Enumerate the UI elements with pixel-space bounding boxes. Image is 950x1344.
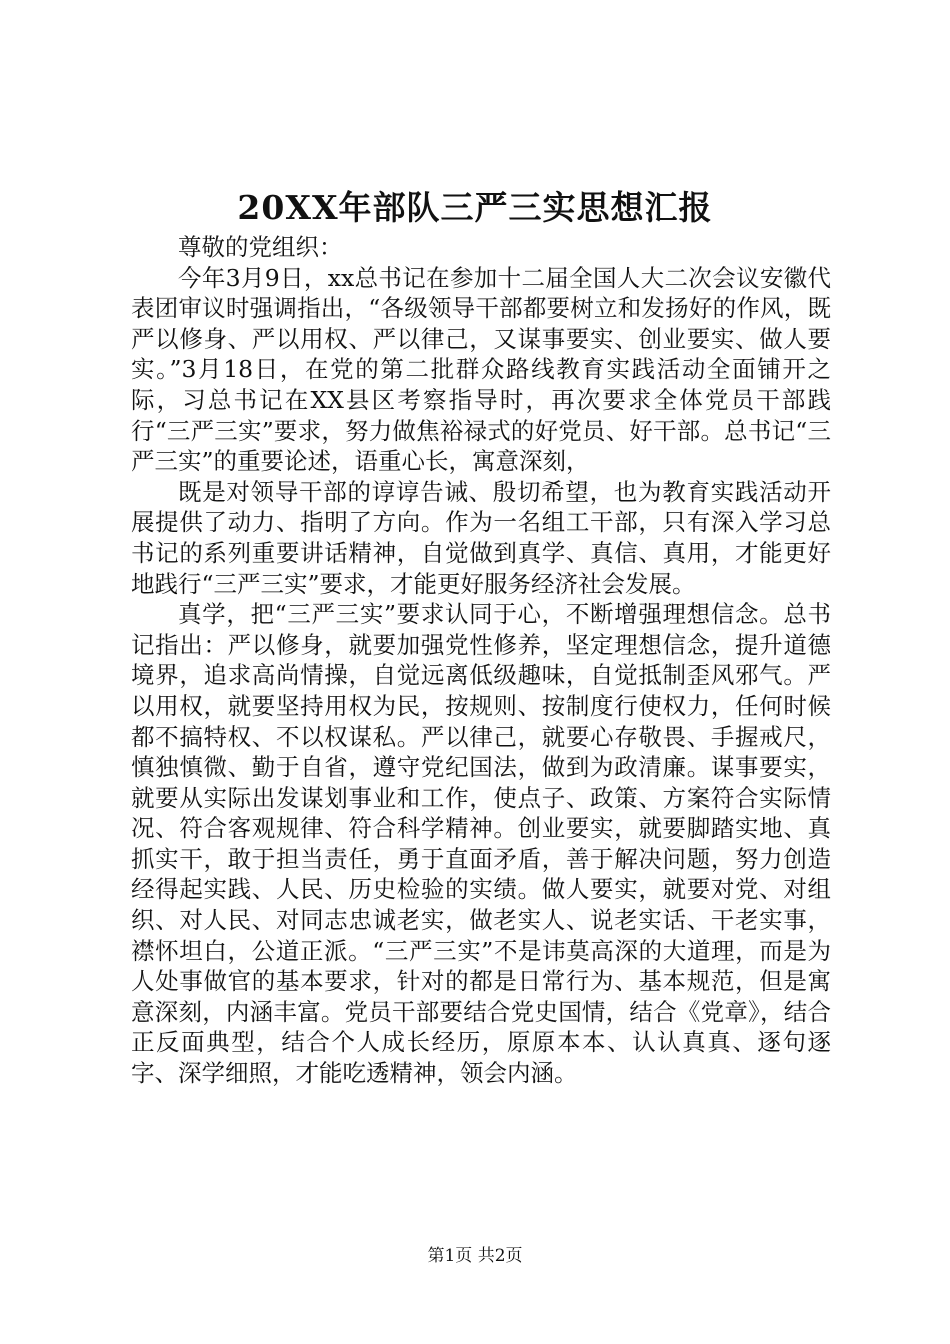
paragraph-2: 既是对领导干部的谆谆告诫、殷切希望，也为教育实践活动开展提供了动力、指明了方向。作为一名组工干部，只有深入学习总书记的系列重要讲话精神，自觉做到真学、真信、真用，才能更好地践行“三严三实”要求，才能更好服务经济社会发展。 xyxy=(131,477,831,598)
paragraph-3: 真学，把“三严三实”要求认同于心，不断增强理想信念。总书记指出：严以修身，就要加强党性修养，坚定理想信念，提升道德境界，追求高尚情操，自觉远离低级趣味，自觉抵制歪风邪气。严以用权，就要坚持用权为民，按规则、按制度行使权力，任何时候都不搞特权、不以权谋私。严以律己，就要心存敬畏、手握戒尺，慎独慎微、勤于自省，遵守党纪国法，做到为政清廉。谋事要实，就要从实际出发谋划事业和工作，使点子、政策、方案符合实际情况、符合客观规律、符合科学精神。创业要实，就要脚踏实地、真抓实干，敢于担当责任，勇于直面矛盾，善于解决问题，努力创造经得起实践、人民、历史检验的实绩。做人要实，就要对党、对组织、对人民、对同志忠诚老实，做老实人、说老实话、干老实事，襟怀坦白，公道正派。“三严三实”不是讳莫高深的大道理，而是为人处事做官的基本要求，针对的都是日常行为、基本规范，但是寓意深刻，内涵丰富。党员干部要结合党史国情，结合《党章》，结合正反面典型，结合个人成长经历，原原本本、认认真真、逐句逐字、深学细照，才能吃透精神，领会内涵。 xyxy=(131,600,831,1088)
paragraph-1: 今年3月9日，xx总书记在参加十二届全国人大二次会议安徽代表团审议时强调指出，“各级领导干部都要树立和发扬好的作风，既严以修身、严以用权、严以律己，又谋事要实、创业要实、做人要实。”3月18日，在党的第二批群众路线教育实践活动全面铺开之际，习总书记在XX县区考察指导时，再次要求全体党员干部践行“三严三实”要求，努力做焦裕禄式的好党员、好干部。总书记“三严三实”的重要论述，语重心长，寓意深刻， xyxy=(131,263,831,476)
page-footer: 第1页 共2页 xyxy=(427,1246,523,1266)
salutation: 尊敬的党组织： xyxy=(178,233,343,261)
document-body xyxy=(131,232,831,1089)
document-title: 20XX年部队三严三实思想汇报 xyxy=(237,188,713,227)
